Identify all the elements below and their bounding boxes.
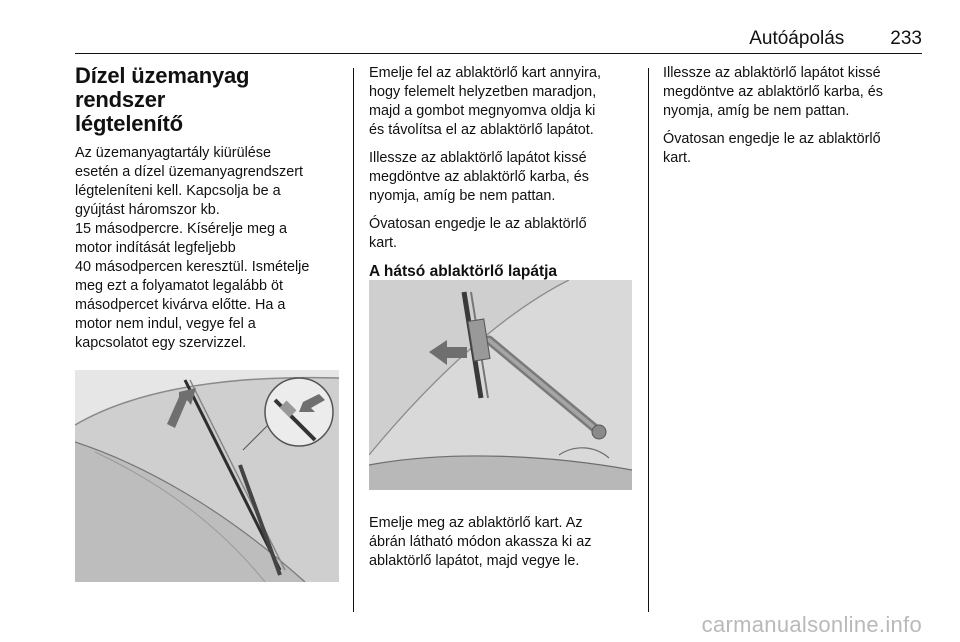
text-line: 15 másodpercre. Kísérelje meg a: [75, 221, 287, 237]
text-line: másodpercet kivárva előtte. Ha a: [75, 297, 286, 313]
text-line: Óvatosan engedje le az ablaktörlő: [369, 216, 587, 232]
text-line: Emelje fel az ablaktörlő kart annyira,: [369, 65, 601, 81]
heading-line: légtelenítő: [75, 111, 183, 136]
text-line: Illessze az ablaktörlő lapátot kissé: [663, 65, 881, 81]
text-line: motor indítását legfeljebb: [75, 240, 236, 256]
column-divider-1: [353, 68, 354, 612]
text-line: megdöntve az ablaktörlő karba, és: [369, 169, 589, 185]
paragraph-diesel-bleeding: [75, 144, 345, 353]
heading-diesel-bleeding: [75, 64, 345, 136]
text-line: Emelje meg az ablaktörlő kart. Az: [369, 515, 583, 531]
text-line: hogy felemelt helyzetben maradjon,: [369, 84, 597, 100]
paragraph-lower-arm: [369, 215, 639, 253]
text-line: Illessze az ablaktörlő lapátot kissé: [369, 150, 587, 166]
paragraph-insert-blade: [369, 149, 639, 206]
text-line: majd a gombot megnyomva oldja ki: [369, 103, 596, 119]
text-line: és távolítsa el az ablaktörlő lapátot.: [369, 122, 594, 138]
text-line: nyomja, amíg be nem pattan.: [369, 188, 556, 204]
column-1: [75, 64, 345, 399]
text-line: Óvatosan engedje le az ablaktörlő: [663, 131, 881, 147]
text-line: ablaktörlő lapátot, majd vegye le.: [369, 553, 580, 569]
column-3: [663, 64, 933, 177]
text-line: megdöntve az ablaktörlő karba, és: [663, 84, 883, 100]
text-line: nyomja, amíg be nem pattan.: [663, 103, 850, 119]
watermark: carmanualsonline.info: [701, 612, 922, 637]
heading-line: Dízel üzemanyag rendszer: [75, 63, 250, 112]
text-line: motor nem indul, vegye fel a: [75, 316, 256, 332]
text-line: gyújtást háromszor kb.: [75, 202, 220, 218]
front-wiper-illustration: [75, 370, 339, 582]
text-line: esetén a dízel üzemanyagrendszert: [75, 164, 303, 180]
page-header: [75, 24, 922, 54]
paragraph-rear-wiper: [369, 514, 639, 571]
page-number: 233: [890, 28, 922, 49]
column-divider-2: [648, 68, 649, 612]
text-line: meg ezt a folyamatot legalább öt: [75, 278, 283, 294]
paragraph-insert-blade-rear: [663, 64, 933, 121]
text-line: kapcsolatot egy szervizzel.: [75, 335, 247, 351]
text-line: ábrán látható módon akassza ki az: [369, 534, 592, 550]
text-line: kart.: [369, 235, 397, 251]
paragraph-lower-arm-rear: [663, 130, 933, 168]
section-title: Autóápolás: [749, 28, 845, 49]
text-line: légteleníteni kell. Kapcsolja be a: [75, 183, 281, 199]
heading-rear-wiper-blade: A hátsó ablaktörlő lapátja: [369, 263, 558, 280]
paragraph-remove-blade: [369, 64, 639, 140]
rear-wiper-illustration: [369, 280, 632, 490]
text-line: kart.: [663, 150, 691, 166]
text-line: 40 másodpercen keresztül. Ismételje: [75, 259, 310, 275]
text-line: Az üzemanyagtartály kiürülése: [75, 145, 271, 161]
